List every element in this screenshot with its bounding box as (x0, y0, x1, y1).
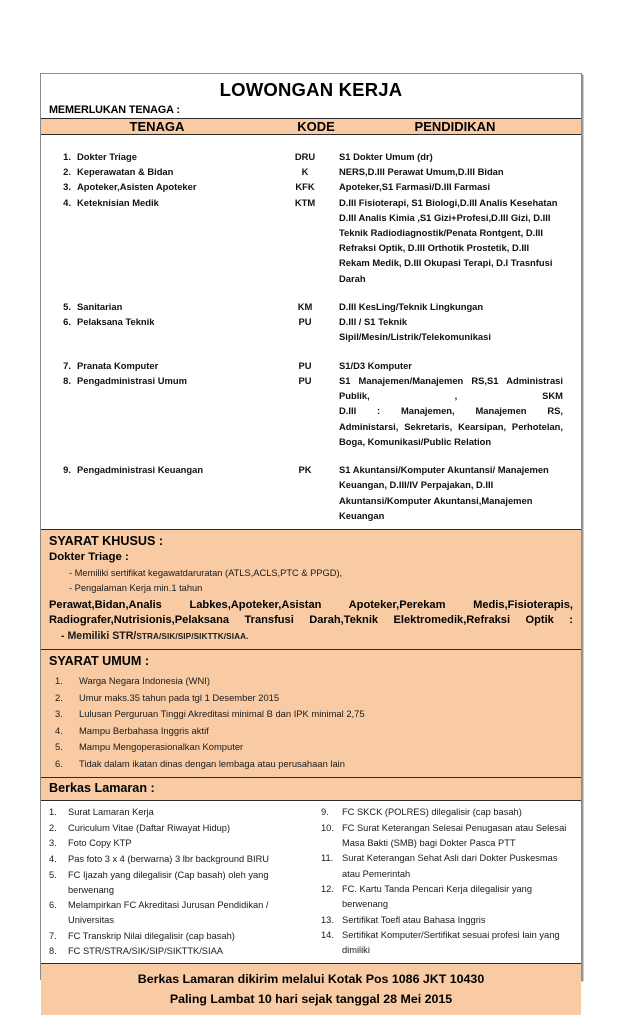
row-number: 6. (63, 316, 71, 328)
cell-kode: KTM (294, 196, 316, 208)
title-zone (41, 74, 581, 118)
item-number: 3. (49, 838, 57, 849)
cell-kode: PU (298, 359, 312, 371)
table-row (47, 314, 575, 344)
item-number: 2. (49, 822, 57, 833)
row-number: 5. (63, 300, 71, 312)
cell-kode: K (301, 166, 309, 178)
column-header-pendidikan: PENDIDIKAN (414, 118, 496, 134)
item-number: 7. (49, 930, 57, 941)
item-text: FC Transkrip Nilai dilegalisir (cap basah) (68, 930, 235, 941)
pendidikan-line: D.III : Manajemen, Manajemen RS, (339, 405, 563, 417)
item-text: Sertifikat Toefl atau Bahasa Inggris (342, 914, 486, 925)
item-text: FC SKCK (POLRES) dilegalisir (cap basah) (342, 807, 522, 818)
cell-pendidikan (339, 299, 575, 314)
job-vacancy-poster (40, 73, 582, 1006)
item-text: FC STR/STRA/SIK/SIP/SIKTTK/SIAA (68, 946, 223, 957)
pendidikan-line: Apoteker,S1 Farmasi/D.III Farmasi (339, 181, 491, 193)
item-text: Sertifikat Komputer/Sertifikat sesuai profesi lain yang dimiliki (342, 930, 560, 956)
job-table-body (41, 135, 581, 529)
list-item (49, 852, 305, 868)
item-text: Foto Copy KTP (68, 838, 132, 849)
item-text: Umur maks.35 tahun pada tgl 1 Desember 2015 (79, 691, 280, 703)
cell-pendidikan (339, 358, 575, 373)
row-number: 1. (63, 150, 71, 162)
pendidikan-line: NERS,D.III Perawat Umum,D.III Bidan (339, 166, 504, 178)
cell-kode: PU (298, 316, 312, 328)
list-item (49, 690, 573, 707)
item-text: Lulusan Perguruan Tinggi Akreditasi minimal B dan IPK minimal 2,75 (79, 708, 365, 720)
syarat-umum-list (49, 670, 573, 772)
cell-pendidikan (339, 195, 575, 286)
item-text: FC. Kartu Tanda Pencari Kerja dilegalisir yang berwenang (342, 884, 532, 910)
list-item (49, 805, 305, 821)
pendidikan-line: Publik, , SKM (339, 390, 563, 402)
row-number: 3. (63, 181, 71, 193)
pendidikan-line: Administarsi, Sekretaris, Kearsipan, Perhotelan, (339, 420, 563, 432)
berkas-right-column (311, 805, 577, 959)
list-item (49, 723, 573, 740)
item-number: 5. (55, 741, 63, 753)
pendidikan-line: Teknik Radiodiagnostik/Penata Rontgent, D.III (339, 227, 544, 238)
item-number: 10. (321, 822, 334, 833)
cell-pendidikan (339, 462, 575, 523)
cell-tenaga: Sanitarian (77, 300, 123, 312)
profession-requirement-block (49, 596, 573, 628)
cell-tenaga: Keperawatan & Bidan (77, 166, 174, 178)
item-text: Surat Lamaran Kerja (68, 807, 154, 818)
item-number: 1. (55, 675, 63, 687)
item-number: 5. (49, 869, 57, 880)
pendidikan-line: Keuangan (339, 509, 385, 521)
cell-pendidikan (339, 314, 575, 344)
cell-pendidikan (339, 373, 575, 449)
item-text: Surat Keterangan Sehat Asli dari Dokter Puskesmas atau Pemerintah (342, 853, 558, 879)
pendidikan-line: Darah (339, 272, 366, 284)
table-row (47, 462, 575, 523)
pendidikan-line: S1 Dokter Umum (dr) (339, 150, 433, 162)
row-number: 2. (63, 166, 71, 178)
poster-footer (41, 963, 581, 1015)
item-number: 3. (55, 708, 63, 720)
page-title: LOWONGAN KERJA (219, 79, 403, 100)
cell-tenaga: Pengadministrasi Keuangan (77, 464, 204, 476)
pendidikan-line: D.III / S1 Teknik (339, 316, 408, 328)
item-number: 4. (55, 724, 63, 736)
pendidikan-line: Rekam Medik, D.III Okupasi Terapi, D.I Trasnfusi (339, 257, 553, 269)
list-item (49, 929, 305, 945)
syarat-umum-heading: SYARAT UMUM : (49, 654, 150, 669)
list-item (49, 898, 305, 929)
table-row (47, 358, 575, 373)
list-item (321, 821, 573, 852)
item-number: 13. (321, 914, 334, 925)
table-row (47, 373, 575, 449)
cell-tenaga: Pengadministrasi Umum (77, 374, 187, 386)
cell-kode: DRU (294, 150, 316, 162)
row-number: 4. (63, 196, 71, 208)
pendidikan-line: S1 Manajemen/Manajemen RS,S1 Administrasi (339, 374, 563, 386)
column-header-tenaga: TENAGA (129, 118, 185, 134)
requirement-item: - Memiliki sertifikat kegawatdaruratan (ATLS,ACLS,PTC & PPGD), (69, 567, 343, 578)
list-item (49, 836, 305, 852)
item-number: 1. (49, 807, 57, 818)
cell-tenaga: Apoteker,Asisten Apoteker (77, 181, 197, 193)
pendidikan-line: Sipil/Mesin/Listrik/Telekomunikasi (339, 331, 491, 343)
list-item (321, 851, 573, 882)
cell-kode: PU (298, 374, 312, 386)
cell-pendidikan (339, 179, 575, 194)
list-item (321, 882, 573, 913)
cell-kode: PK (298, 464, 312, 476)
berkas-heading: Berkas Lamaran : (49, 781, 155, 796)
list-item (49, 868, 305, 899)
str-requirement-line (49, 628, 573, 644)
item-text: Warga Negara Indonesia (WNI) (79, 675, 210, 687)
list-item (49, 739, 573, 756)
item-number: 4. (49, 853, 57, 864)
pendidikan-line: S1 Akuntansi/Komputer Akuntansi/ Manajemen (339, 464, 549, 476)
pendidikan-line: Keuangan, D.III/IV Perpajakan, D.III (339, 479, 494, 491)
syarat-umum-section (41, 649, 581, 777)
dokter-triage-subheading: Dokter Triage : (49, 550, 129, 563)
table-column-header (41, 118, 581, 135)
list-item (321, 913, 573, 929)
berkas-lamaran-header (41, 777, 581, 801)
pendidikan-line: D.III Fisioterapi, S1 Biologi,D.III Analis Kesehatan (339, 196, 558, 208)
item-number: 8. (49, 946, 57, 957)
row-number: 7. (63, 359, 71, 371)
list-item (49, 756, 573, 773)
item-number: 6. (55, 757, 63, 769)
profession-line-1: Perawat,Bidan,Analis Labkes,Apoteker,Asistan Apoteker,Perekam Medis,Fisioterapis, (49, 599, 573, 612)
poster-subtitle: MEMERLUKAN TENAGA : (49, 103, 180, 116)
pendidikan-line: S1/D3 Komputer (339, 359, 412, 371)
list-item (321, 805, 573, 821)
cell-pendidikan (339, 164, 575, 179)
cell-pendidikan (339, 149, 575, 164)
cell-tenaga: Keteknisian Medik (77, 196, 159, 208)
pendidikan-line: Boga, Komunikasi/Public Relation (339, 435, 492, 447)
item-text: FC Ijazah yang dilegalisir (Cap basah) oleh yang berwenang (68, 869, 269, 895)
pendidikan-line: D.III Analis Kimia ,S1 Gizi+Profesi,D.III Gizi, D.III (339, 211, 551, 223)
list-item (321, 928, 573, 959)
list-item (49, 673, 573, 690)
list-item (49, 944, 305, 960)
item-text: FC Surat Keterangan Selesai Penugasan atau Selesai Masa Bakti (SMB) bagi Dokter Pasca PTT (342, 822, 567, 848)
pendidikan-line: Refraksi Optik, D.III Orthotik Prostetik, D.III (339, 242, 530, 254)
item-text: Pas foto 3 x 4 (berwarna) 3 lbr background BIRU (68, 853, 270, 864)
requirement-item: - Pengalaman Kerja min.1 tahun (69, 583, 203, 593)
item-text: Mampu Berbahasa Inggris aktif (79, 724, 209, 736)
cell-tenaga: Pranata Komputer (77, 359, 159, 371)
pendidikan-line: Akuntansi/Komputer Akuntansi,Manajemen (339, 494, 533, 506)
item-number: 2. (55, 691, 63, 703)
pendidikan-line: D.III KesLing/Teknik Lingkungan (339, 300, 484, 312)
dokter-triage-requirements (49, 566, 573, 596)
item-number: 12. (321, 884, 334, 895)
str-prefix: - Memiliki STR/ (61, 630, 137, 643)
table-row (47, 195, 575, 286)
table-row (47, 299, 575, 314)
footer-line-1: Berkas Lamaran dikirim melalui Kotak Pos 1086 JKT 10430 (137, 971, 485, 986)
list-item (49, 821, 305, 837)
item-text: Melampirkan FC Akreditasi Jurusan Pendidikan / Universitas (68, 900, 269, 926)
item-number: 14. (321, 930, 334, 941)
item-number: 9. (321, 807, 329, 818)
syarat-khusus-section (41, 529, 581, 649)
row-number: 9. (63, 464, 71, 476)
berkas-left-column (45, 805, 311, 959)
cell-kode: KFK (295, 181, 315, 193)
table-row (47, 164, 575, 179)
cell-tenaga: Pelaksana Teknik (77, 316, 155, 328)
item-number: 6. (49, 900, 57, 911)
profession-line-2: Radiografer,Nutrisionis,Pelaksana Transfusi Darah,Teknik Elektromedik,Refraksi Optik : (49, 614, 573, 627)
item-number: 11. (321, 853, 334, 864)
table-row (47, 179, 575, 194)
cell-kode: KM (297, 300, 313, 312)
row-number: 8. (63, 374, 71, 386)
table-row (47, 149, 575, 164)
item-text: Tidak dalam ikatan dinas dengan lembaga atau perusahaan lain (79, 757, 345, 769)
item-text: Mampu Mengoperasionalkan Komputer (79, 741, 244, 753)
cell-tenaga: Dokter Triage (77, 150, 137, 162)
column-header-kode: KODE (297, 118, 335, 134)
item-text: Curiculum Vitae (Daftar Riwayat Hidup) (68, 822, 231, 833)
berkas-lamaran-list (41, 801, 581, 962)
footer-line-2: Paling Lambat 10 hari sejak tanggal 28 Mei 2015 (169, 991, 453, 1006)
str-suffix: STRA/SIK/SIP/SIKTTK/SIAA. (136, 632, 249, 642)
list-item (49, 706, 573, 723)
syarat-khusus-heading: SYARAT KHUSUS : (49, 533, 164, 548)
